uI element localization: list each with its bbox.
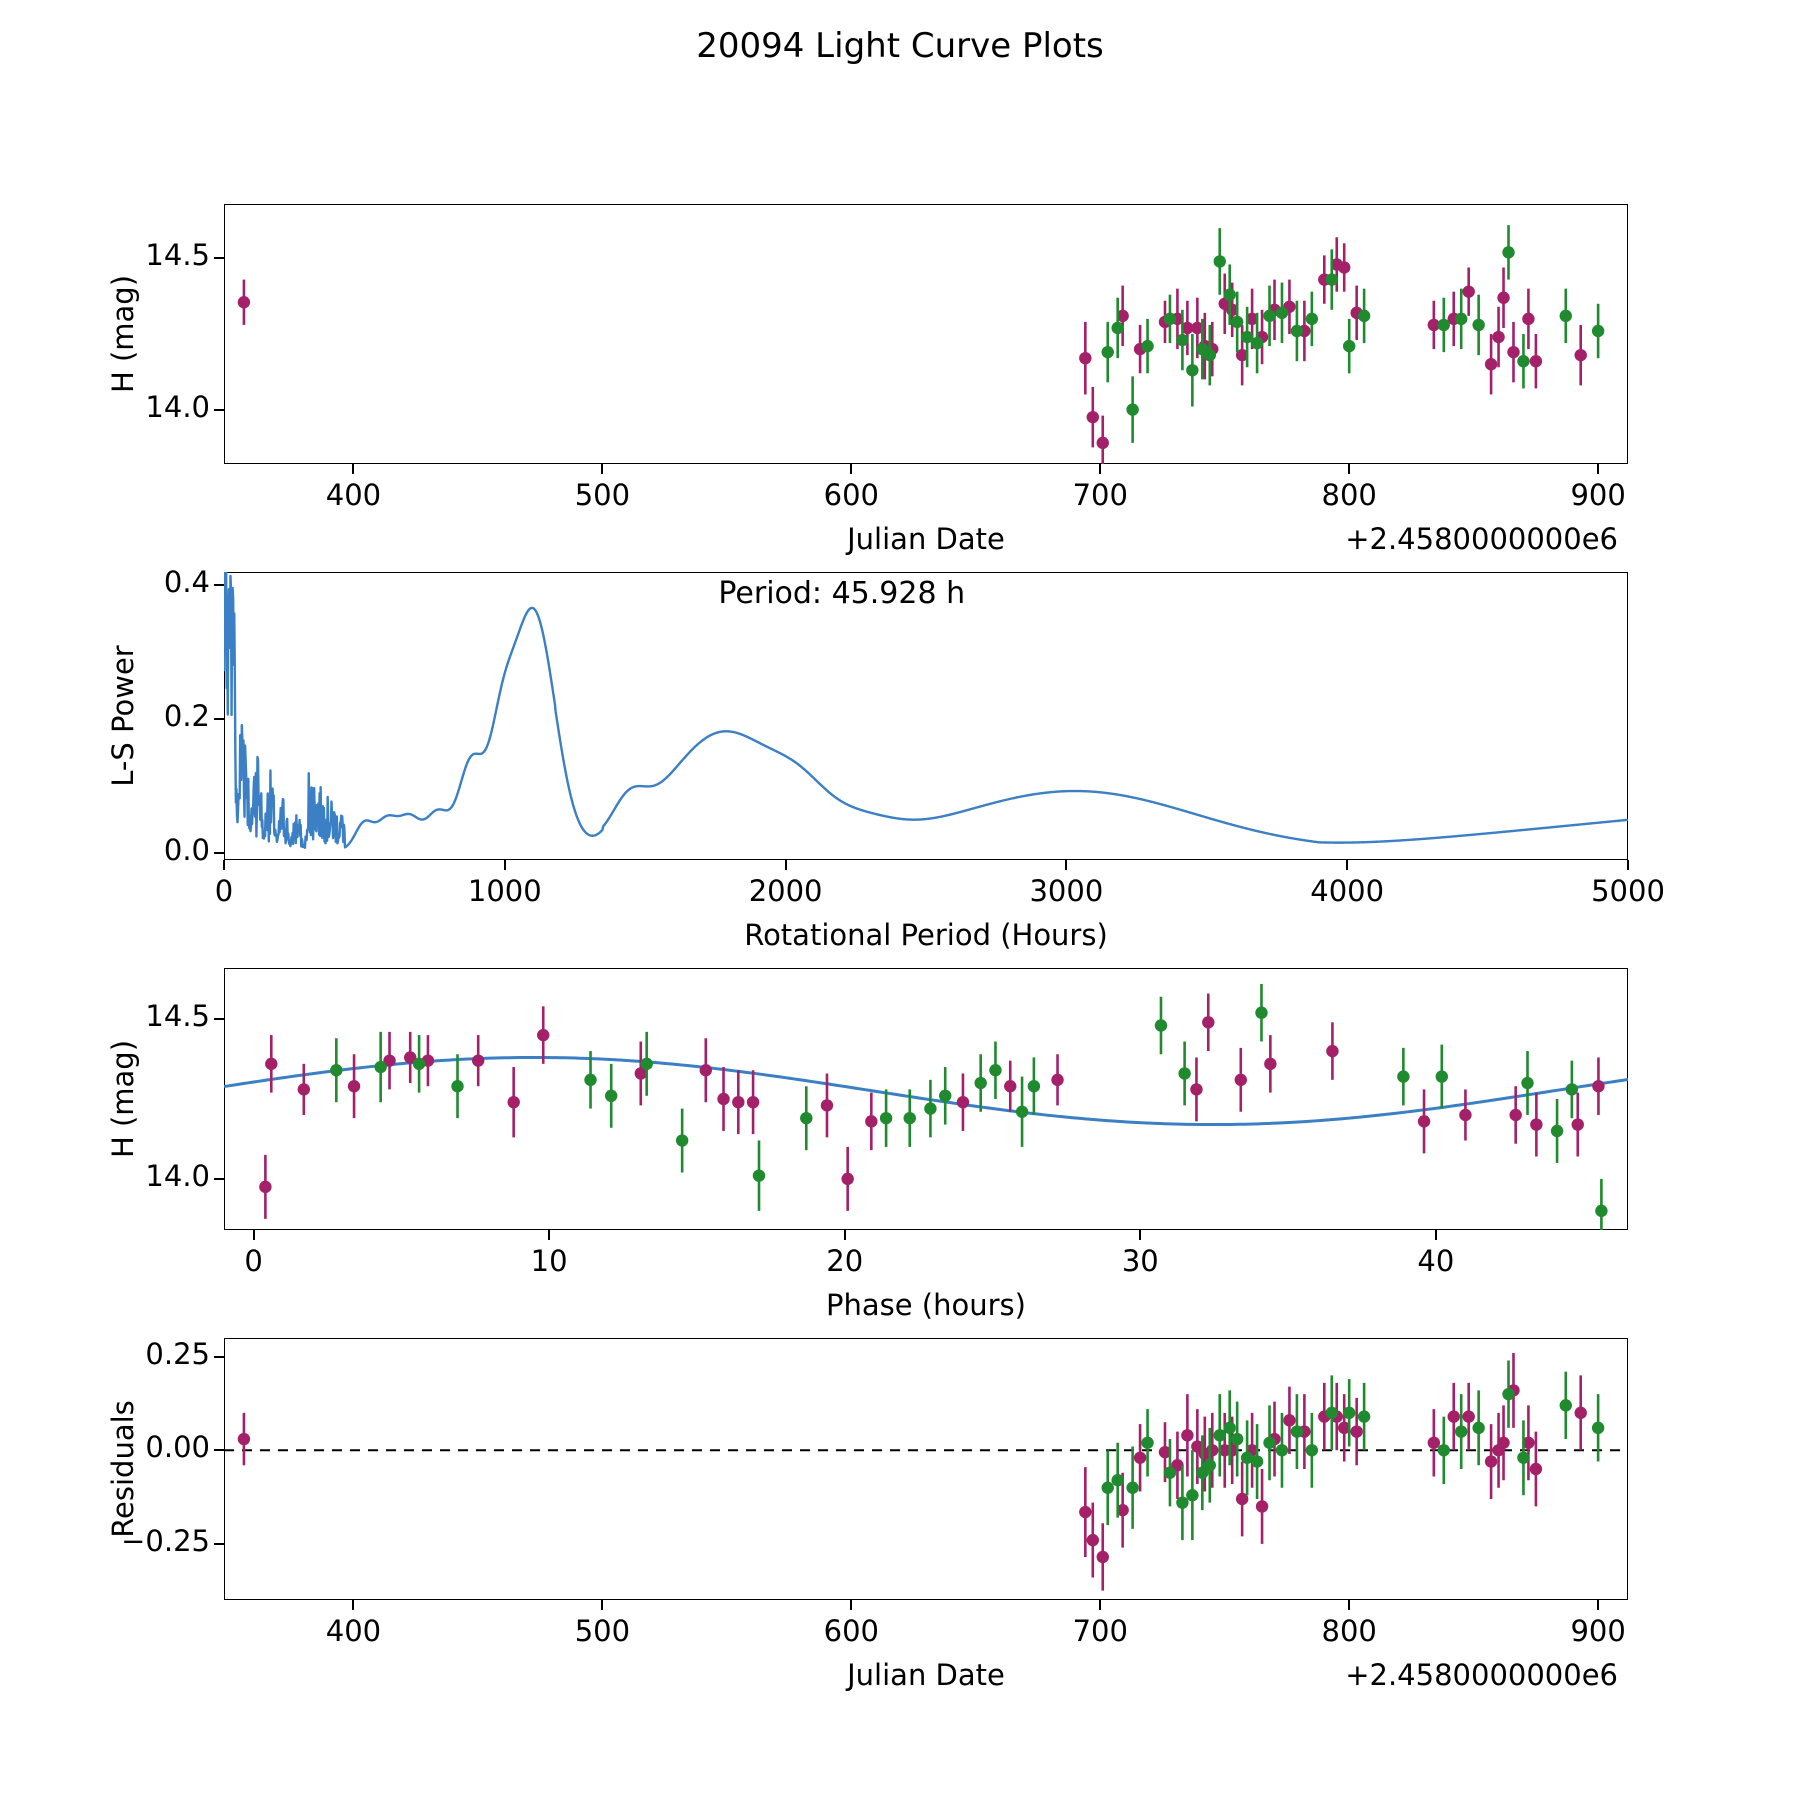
x-axis-label: Phase (hours)	[826, 1288, 1026, 1322]
x-tick-mark	[1348, 464, 1350, 474]
x-axis-offset-label: +2.4580000000e6	[1345, 522, 1618, 556]
x-tick-label: 10	[530, 1244, 568, 1278]
x-tick-mark	[844, 1230, 846, 1240]
x-tick-label: 400	[325, 478, 382, 512]
period-annotation: Period: 45.928 h	[718, 576, 966, 611]
y-tick-label: 0.2	[163, 699, 210, 734]
x-tick-label: 40	[1417, 1244, 1455, 1278]
y-tick-label: 14.0	[145, 1158, 210, 1193]
x-tick-mark	[850, 464, 852, 474]
x-tick-mark	[1099, 1600, 1101, 1610]
y-tick-label: 0.0	[163, 833, 210, 868]
x-axis-label: Julian Date	[847, 1658, 1005, 1692]
x-tick-mark	[352, 464, 354, 474]
x-tick-label: 20	[826, 1244, 864, 1278]
x-tick-mark	[352, 1600, 354, 1610]
panel-lightcurve-plot	[224, 204, 1628, 464]
panel-periodogram-plot	[224, 572, 1628, 860]
panel-residuals-plot	[224, 1338, 1628, 1600]
x-tick-mark	[850, 1600, 852, 1610]
y-tick-label: 14.5	[145, 238, 210, 273]
y-tick-mark	[214, 1543, 224, 1545]
x-tick-label: 30	[1121, 1244, 1159, 1278]
y-axis-label: Residuals	[106, 1400, 140, 1538]
y-tick-mark	[214, 1178, 224, 1180]
x-tick-mark	[1597, 1600, 1599, 1610]
x-axis-offset-label: +2.4580000000e6	[1345, 1658, 1618, 1692]
y-tick-mark	[214, 409, 224, 411]
y-tick-mark	[214, 1018, 224, 1020]
x-tick-mark	[1139, 1230, 1141, 1240]
x-tick-mark	[1346, 860, 1348, 870]
y-tick-mark	[214, 1356, 224, 1358]
x-tick-mark	[601, 1600, 603, 1610]
x-tick-mark	[253, 1230, 255, 1240]
y-tick-label: 14.0	[145, 389, 210, 424]
y-tick-mark	[214, 718, 224, 720]
y-tick-label: 0.4	[163, 565, 210, 600]
panel-lightcurve	[224, 204, 1628, 464]
panel-periodogram	[224, 572, 1628, 860]
panel-residuals	[224, 1338, 1628, 1600]
x-tick-label: 500	[574, 1614, 631, 1648]
x-tick-label: 600	[823, 1614, 879, 1648]
y-tick-mark	[214, 1449, 224, 1451]
x-tick-mark	[1627, 860, 1629, 870]
y-tick-mark	[214, 584, 224, 586]
x-tick-mark	[223, 860, 225, 870]
x-tick-mark	[1435, 1230, 1437, 1240]
x-tick-label: 900	[1570, 1614, 1626, 1648]
figure-title: 20094 Light Curve Plots	[696, 26, 1104, 66]
y-tick-mark	[214, 257, 224, 259]
y-tick-label: 0.25	[145, 1336, 210, 1371]
y-tick-label: 0.00	[145, 1430, 210, 1465]
x-tick-label: 400	[325, 1614, 382, 1648]
y-tick-label: −0.25	[121, 1523, 210, 1558]
x-tick-label: 0	[214, 874, 234, 908]
panel-phase-folded-plot	[224, 968, 1628, 1230]
x-tick-label: 1000	[467, 874, 542, 908]
panel-phase-folded	[224, 968, 1628, 1230]
x-tick-label: 500	[574, 478, 631, 512]
x-tick-mark	[1099, 464, 1101, 474]
x-tick-mark	[785, 860, 787, 870]
x-tick-label: 700	[1072, 1614, 1128, 1648]
y-tick-mark	[214, 852, 224, 854]
x-axis-label: Julian Date	[847, 522, 1005, 556]
x-tick-mark	[1597, 464, 1599, 474]
y-tick-label: 14.5	[145, 999, 210, 1034]
x-tick-label: 600	[823, 478, 879, 512]
x-tick-label: 5000	[1591, 874, 1665, 908]
x-tick-label: 4000	[1310, 874, 1385, 908]
x-tick-label: 3000	[1029, 874, 1104, 908]
y-axis-label: H (mag)	[106, 1039, 140, 1159]
x-axis-label: Rotational Period (Hours)	[744, 918, 1108, 952]
y-axis-label: L-S Power	[106, 645, 140, 787]
x-tick-label: 800	[1321, 478, 1377, 512]
x-tick-label: 0	[244, 1244, 263, 1278]
x-tick-mark	[601, 464, 603, 474]
x-tick-mark	[1348, 1600, 1350, 1610]
y-axis-label: H (mag)	[106, 274, 140, 394]
x-tick-label: 800	[1321, 1614, 1377, 1648]
x-tick-mark	[1065, 860, 1067, 870]
x-tick-mark	[504, 860, 506, 870]
x-tick-mark	[548, 1230, 550, 1240]
x-tick-label: 900	[1570, 478, 1626, 512]
x-tick-label: 2000	[748, 874, 823, 908]
x-tick-label: 700	[1072, 478, 1128, 512]
